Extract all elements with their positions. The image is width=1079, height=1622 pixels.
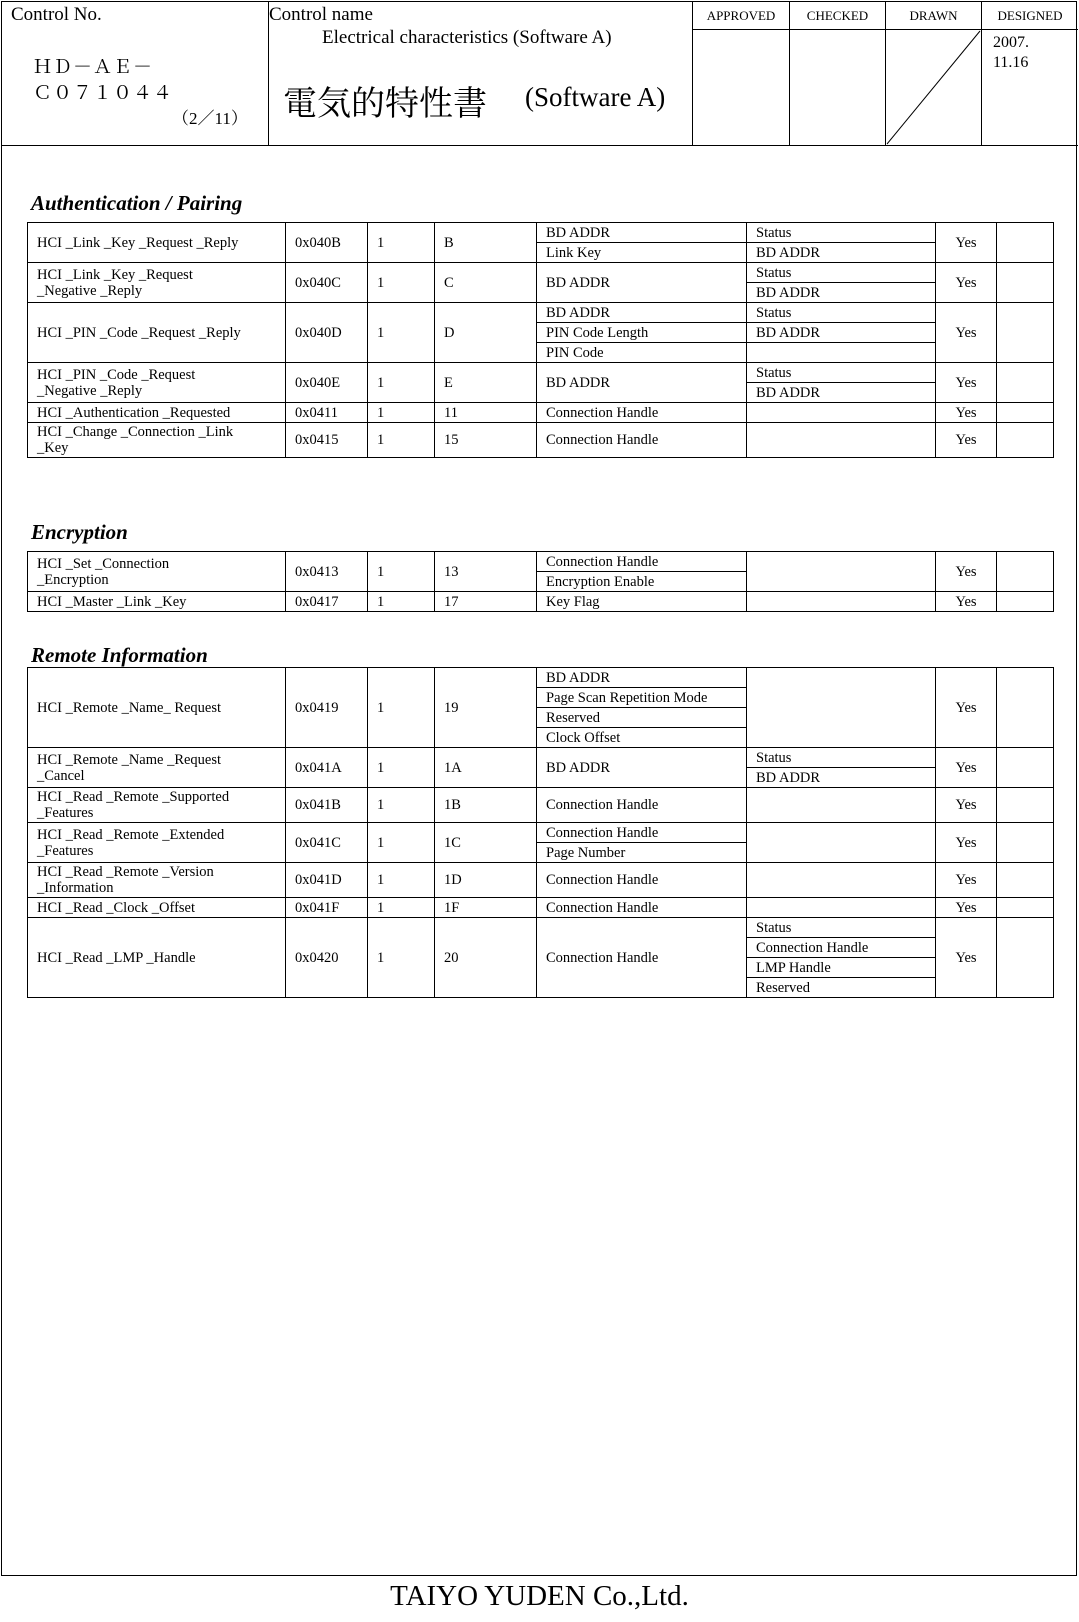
- supported-cell: Yes: [936, 423, 997, 458]
- command-name-cell: [28, 592, 286, 612]
- approved-label: APPROVED: [693, 2, 789, 30]
- approved-cell: [693, 2, 790, 145]
- command-name-cell: [28, 898, 286, 918]
- return-cell: Status: [747, 748, 936, 768]
- table-row: [28, 403, 1054, 423]
- command-name-cell: [28, 263, 286, 303]
- ogf-cell: 1: [368, 823, 435, 863]
- return-cell: [747, 403, 936, 423]
- remarks-cell: [997, 748, 1054, 788]
- command-name-line: HCI _Remote _Name_ Request: [37, 699, 222, 716]
- parameter-cell: Page Number: [537, 843, 747, 863]
- opcode-cell: 0x040E: [286, 363, 368, 403]
- return-cell: BD ADDR: [747, 383, 936, 403]
- page-number: （2／11）: [172, 109, 248, 128]
- remarks-cell: [997, 918, 1054, 998]
- command-name-cell: [28, 423, 286, 458]
- command-name-line: _Negative _Reply: [37, 282, 143, 299]
- ogf-cell: 1: [368, 788, 435, 823]
- designed-label: DESIGNED: [982, 2, 1078, 30]
- table-row: [28, 748, 1054, 768]
- parameter-cell: PIN Code Length: [537, 323, 747, 343]
- parameter-cell: BD ADDR: [537, 303, 747, 323]
- opcode-cell: 0x0413: [286, 552, 368, 592]
- ocf-cell: D: [435, 303, 537, 363]
- parameter-cell: Encryption Enable: [537, 572, 747, 592]
- section-title-auth: Authentication / Pairing: [31, 191, 243, 215]
- encryption-table: [27, 551, 1054, 612]
- control-no-cell: [2, 2, 269, 145]
- table-row: [28, 363, 1054, 383]
- opcode-cell: 0x0411: [286, 403, 368, 423]
- table-row: [28, 263, 1054, 283]
- ocf-cell: 19: [435, 668, 537, 748]
- command-name-cell: [28, 863, 286, 898]
- opcode-cell: 0x041A: [286, 748, 368, 788]
- supported-cell: Yes: [936, 898, 997, 918]
- checked-label: CHECKED: [790, 2, 885, 30]
- parameter-cell: Page Scan Repetition Mode: [537, 688, 747, 708]
- ocf-cell: C: [435, 263, 537, 303]
- auth-table: [27, 222, 1054, 458]
- return-cell: Status: [747, 918, 936, 938]
- control-no-line1: ＨＤ－ＡＥ－: [33, 57, 154, 78]
- parameter-cell: Connection Handle: [537, 898, 747, 918]
- remarks-cell: [997, 423, 1054, 458]
- command-name-line: _Features: [37, 805, 94, 821]
- command-name-line: HCI _Link _Key _Request _Reply: [37, 234, 239, 251]
- ocf-cell: 11: [435, 403, 537, 423]
- command-name-cell: [28, 918, 286, 998]
- return-cell: BD ADDR: [747, 243, 936, 263]
- opcode-cell: 0x0420: [286, 918, 368, 998]
- control-name-label: Control name: [269, 4, 373, 25]
- control-no-line2: Ｃ０７１０４４: [33, 83, 174, 104]
- command-name-cell: [28, 668, 286, 748]
- opcode-cell: 0x041C: [286, 823, 368, 863]
- return-cell: Status: [747, 363, 936, 383]
- return-cell: [747, 863, 936, 898]
- table-row: [28, 552, 1054, 572]
- remarks-cell: [997, 223, 1054, 263]
- control-name-cell: [269, 2, 693, 145]
- remarks-cell: [997, 263, 1054, 303]
- supported-cell: Yes: [936, 863, 997, 898]
- command-name-line: _Encryption: [37, 571, 109, 588]
- supported-cell: Yes: [936, 592, 997, 612]
- title-jp-suffix: (Software A): [525, 82, 666, 112]
- title-en: Electrical characteristics (Software A): [322, 27, 612, 48]
- table-row: [28, 898, 1054, 918]
- designed-date-1: 2007.: [993, 34, 1029, 51]
- supported-cell: Yes: [936, 223, 997, 263]
- ogf-cell: 1: [368, 863, 435, 898]
- ocf-cell: 1F: [435, 898, 537, 918]
- remarks-cell: [997, 823, 1054, 863]
- return-cell: [747, 898, 936, 918]
- ogf-cell: 1: [368, 668, 435, 748]
- command-name-line: _Negative _Reply: [37, 382, 143, 399]
- command-name-line: HCI _Read _LMP _Handle: [37, 949, 196, 966]
- remarks-cell: [997, 863, 1054, 898]
- ocf-cell: 1C: [435, 823, 537, 863]
- return-cell: [747, 343, 936, 363]
- company-footer: TAIYO YUDEN Co.,Ltd.: [390, 1580, 689, 1612]
- designed-date-2: 11.16: [993, 54, 1029, 71]
- supported-cell: Yes: [936, 748, 997, 788]
- ogf-cell: 1: [368, 748, 435, 788]
- command-name-line: HCI _Remote _Name _Request: [37, 751, 222, 768]
- return-cell: [747, 552, 936, 592]
- supported-cell: Yes: [936, 263, 997, 303]
- command-name-line: HCI _Link _Key _Request: [37, 266, 193, 283]
- table-row: [28, 303, 1054, 323]
- table-row: [28, 788, 1054, 823]
- command-name-line: _Features: [37, 842, 94, 859]
- command-name-cell: [28, 552, 286, 592]
- command-name-line: HCI _Change _Connection _Link: [37, 424, 234, 440]
- remarks-cell: [997, 668, 1054, 748]
- parameter-cell: PIN Code: [537, 343, 747, 363]
- table-row: [28, 423, 1054, 458]
- ocf-cell: E: [435, 363, 537, 403]
- table-row: [28, 863, 1054, 898]
- return-cell: LMP Handle: [747, 958, 936, 978]
- ocf-cell: 17: [435, 592, 537, 612]
- command-name-cell: [28, 363, 286, 403]
- remarks-cell: [997, 303, 1054, 363]
- ogf-cell: 1: [368, 918, 435, 998]
- command-name-cell: [28, 303, 286, 363]
- command-name-line: HCI _Read _Remote _Version: [37, 864, 214, 880]
- table-row: [28, 918, 1054, 938]
- parameter-cell: Key Flag: [537, 592, 747, 612]
- table-row: [28, 592, 1054, 612]
- ogf-cell: 1: [368, 363, 435, 403]
- command-name-line: _Information: [37, 880, 114, 896]
- parameter-cell: Connection Handle: [537, 863, 747, 898]
- opcode-cell: 0x040D: [286, 303, 368, 363]
- table-row: [28, 668, 1054, 688]
- parameter-cell: Connection Handle: [537, 423, 747, 458]
- command-name-line: HCI _Set _Connection: [37, 555, 170, 572]
- ocf-cell: 1B: [435, 788, 537, 823]
- command-name-cell: [28, 223, 286, 263]
- ocf-cell: 1D: [435, 863, 537, 898]
- parameter-cell: Connection Handle: [537, 403, 747, 423]
- ocf-cell: 20: [435, 918, 537, 998]
- return-cell: [747, 668, 936, 748]
- designed-cell: [982, 2, 1078, 145]
- parameter-cell: Connection Handle: [537, 788, 747, 823]
- opcode-cell: 0x0419: [286, 668, 368, 748]
- table-row: [28, 823, 1054, 843]
- return-cell: Status: [747, 303, 936, 323]
- drawn-slash-mark: [886, 30, 981, 145]
- parameter-cell: Connection Handle: [537, 823, 747, 843]
- parameter-cell: Connection Handle: [537, 552, 747, 572]
- opcode-cell: 0x040B: [286, 223, 368, 263]
- checked-cell: [790, 2, 886, 145]
- command-name-line: _Key: [37, 440, 69, 456]
- ogf-cell: 1: [368, 552, 435, 592]
- supported-cell: Yes: [936, 668, 997, 748]
- parameter-cell: BD ADDR: [537, 668, 747, 688]
- command-name-cell: [28, 748, 286, 788]
- opcode-cell: 0x041B: [286, 788, 368, 823]
- command-name-line: HCI _PIN _Code _Request _Reply: [37, 324, 241, 341]
- command-name-line: HCI _Read _Remote _Supported: [37, 789, 230, 805]
- return-cell: Status: [747, 263, 936, 283]
- control-no-label: Control No.: [11, 4, 102, 25]
- ogf-cell: 1: [368, 263, 435, 303]
- ogf-cell: 1: [368, 423, 435, 458]
- command-name-cell: [28, 403, 286, 423]
- return-cell: [747, 592, 936, 612]
- return-cell: [747, 823, 936, 863]
- drawn-label: DRAWN: [886, 2, 981, 30]
- supported-cell: Yes: [936, 823, 997, 863]
- parameter-cell: Connection Handle: [537, 918, 747, 998]
- command-name-line: HCI _Master _Link _Key: [37, 593, 187, 610]
- return-cell: Reserved: [747, 978, 936, 998]
- ogf-cell: 1: [368, 403, 435, 423]
- return-cell: BD ADDR: [747, 323, 936, 343]
- remarks-cell: [997, 788, 1054, 823]
- return-cell: BD ADDR: [747, 283, 936, 303]
- return-cell: Connection Handle: [747, 938, 936, 958]
- drawn-cell: [886, 2, 982, 145]
- remarks-cell: [997, 552, 1054, 592]
- supported-cell: Yes: [936, 363, 997, 403]
- command-name-cell: [28, 788, 286, 823]
- supported-cell: Yes: [936, 403, 997, 423]
- parameter-cell: BD ADDR: [537, 223, 747, 243]
- ogf-cell: 1: [368, 223, 435, 263]
- title-block: [2, 2, 1078, 146]
- command-name-line: HCI _Authentication _Requested: [37, 404, 231, 421]
- section-title-remote: Remote Information: [31, 643, 208, 667]
- parameter-cell: Reserved: [537, 708, 747, 728]
- ogf-cell: 1: [368, 303, 435, 363]
- ocf-cell: B: [435, 223, 537, 263]
- remarks-cell: [997, 592, 1054, 612]
- opcode-cell: 0x0417: [286, 592, 368, 612]
- command-name-line: HCI _Read _Clock _Offset: [37, 899, 195, 916]
- parameter-cell: Clock Offset: [537, 728, 747, 748]
- command-name-line: HCI _Read _Remote _Extended: [37, 826, 225, 843]
- return-cell: Status: [747, 223, 936, 243]
- return-cell: [747, 423, 936, 458]
- parameter-cell: Link Key: [537, 243, 747, 263]
- return-cell: BD ADDR: [747, 768, 936, 788]
- remarks-cell: [997, 363, 1054, 403]
- supported-cell: Yes: [936, 303, 997, 363]
- table-row: [28, 223, 1054, 243]
- command-name-line: _Cancel: [37, 767, 85, 784]
- ocf-cell: 15: [435, 423, 537, 458]
- opcode-cell: 0x040C: [286, 263, 368, 303]
- ocf-cell: 13: [435, 552, 537, 592]
- remarks-cell: [997, 898, 1054, 918]
- opcode-cell: 0x041D: [286, 863, 368, 898]
- command-name-cell: [28, 823, 286, 863]
- return-cell: [747, 788, 936, 823]
- opcode-cell: 0x041F: [286, 898, 368, 918]
- supported-cell: Yes: [936, 918, 997, 998]
- command-name-line: HCI _PIN _Code _Request: [37, 366, 196, 383]
- supported-cell: Yes: [936, 788, 997, 823]
- ocf-cell: 1A: [435, 748, 537, 788]
- opcode-cell: 0x0415: [286, 423, 368, 458]
- title-jp: 電気的特性書: [283, 86, 487, 123]
- parameter-cell: BD ADDR: [537, 263, 747, 303]
- parameter-cell: BD ADDR: [537, 363, 747, 403]
- parameter-cell: BD ADDR: [537, 748, 747, 788]
- ogf-cell: 1: [368, 898, 435, 918]
- supported-cell: Yes: [936, 552, 997, 592]
- remarks-cell: [997, 403, 1054, 423]
- ogf-cell: 1: [368, 592, 435, 612]
- remote-info-table: [27, 667, 1054, 998]
- section-title-enc: Encryption: [31, 520, 128, 544]
